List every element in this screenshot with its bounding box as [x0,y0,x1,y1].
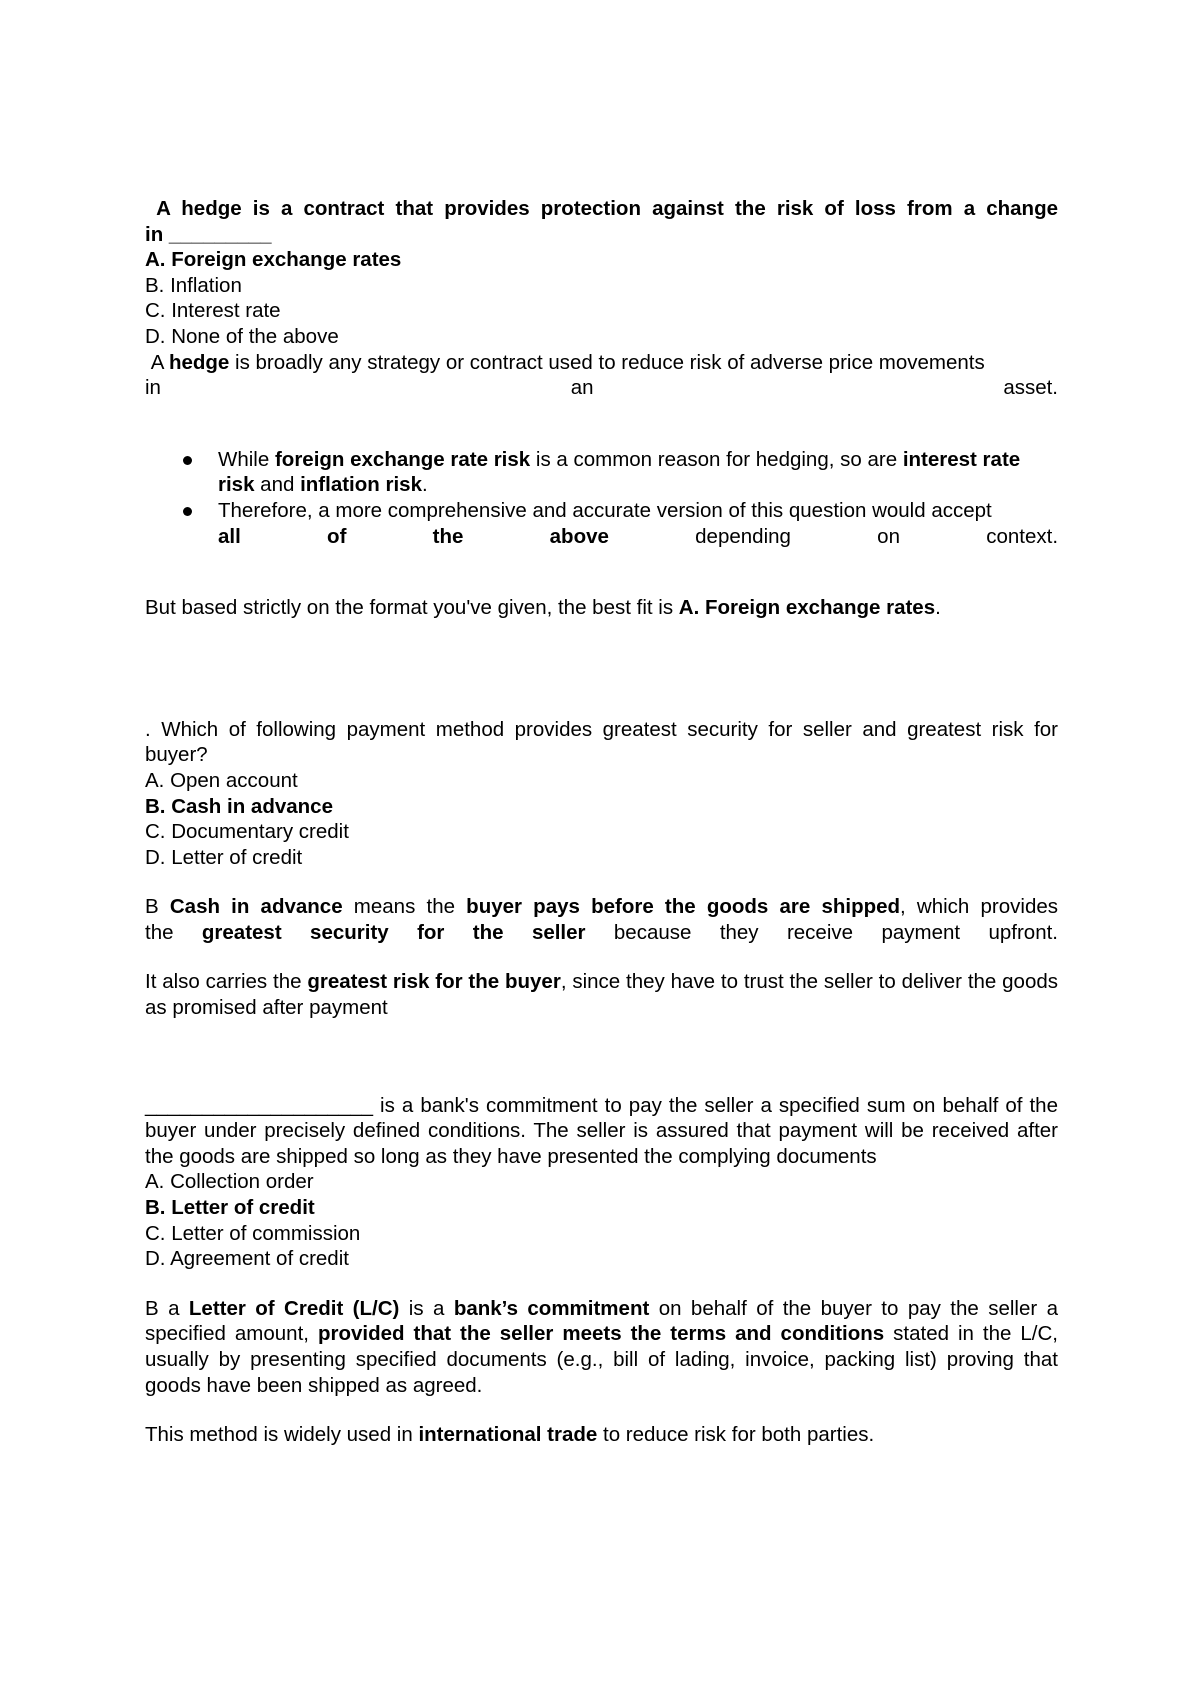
q3-option-a: A. Collection order [145,1170,314,1194]
q2-question: . Which of following payment method provides greatest security for seller and greatest risk for buyer? [145,717,1058,767]
q2-explanation-2: It also carries the greatest risk for the buyer, since they have to trust the seller to deliver the goods as promised after payment [145,970,1058,1020]
q1-bullet-1: While foreign exchange rate risk is a common reason for hedging, so are interest rate risk and inflation risk. [145,447,1058,498]
q1-explanation-line1: A hedge is broadly any strategy or contract used to reduce risk of adverse price movements [145,350,985,374]
q1-bullet-list [145,447,1058,549]
q3-explanation-1: B a Letter of Credit (L/C) is a bank’s commitment on behalf of the buyer to pay the seller a specified amount, provided that the seller meets the terms and conditions stated in the L/C, usually by presenting specified documents (e.g., bill of lading, invoice, packing list) proving that goods have been shipped as agreed. [145,1296,1059,1397]
q1-question-line1: A hedge is a contract that provides protection against the risk of loss from a change [145,197,1058,220]
q1-summary: But based strictly on the format you've given, the best fit is A. Foreign exchange rates. [145,596,941,620]
q3-question: ____________________ is a bank's commitment to pay the seller a specified sum on behalf of the buyer under precisely defined conditions. The seller is assured that payment will be received after the goods are shipped so long as they have presented the complying documents [145,1093,1058,1168]
q1-option-c: C. Interest rate [145,299,281,323]
q1-option-d: D. None of the above [145,324,339,348]
q1-bullet-2: Therefore, a more comprehensive and accurate version of this question would accept all of the above depending on context. [145,498,1058,549]
bullet-icon [183,507,192,516]
q2-option-c: C. Documentary credit [145,820,349,844]
q3-option-d: D. Agreement of credit [145,1247,349,1271]
q2-option-a: A. Open account [145,768,298,792]
q1-question-line2: in _________ [145,222,272,246]
q2-explanation-line2: the greatest security for the seller because they receive payment upfront. [145,920,1058,944]
q3-option-b: B. Letter of credit [145,1196,315,1220]
q3-option-c: C. Letter of commission [145,1221,361,1245]
q2-option-d: D. Letter of credit [145,845,303,869]
document-page [145,196,1058,1448]
q3-explanation-2: This method is widely used in international trade to reduce risk for both parties. [145,1423,875,1447]
bullet-icon [183,456,192,465]
q1-option-a: A. Foreign exchange rates [145,248,402,272]
q2-option-b: B. Cash in advance [145,794,333,818]
q1-option-b: B. Inflation [145,273,242,297]
q1-explanation-line2: in an asset. [145,376,1059,400]
q2-explanation-line1: B Cash in advance means the buyer pays before the goods are shipped, which provides [145,895,1058,919]
